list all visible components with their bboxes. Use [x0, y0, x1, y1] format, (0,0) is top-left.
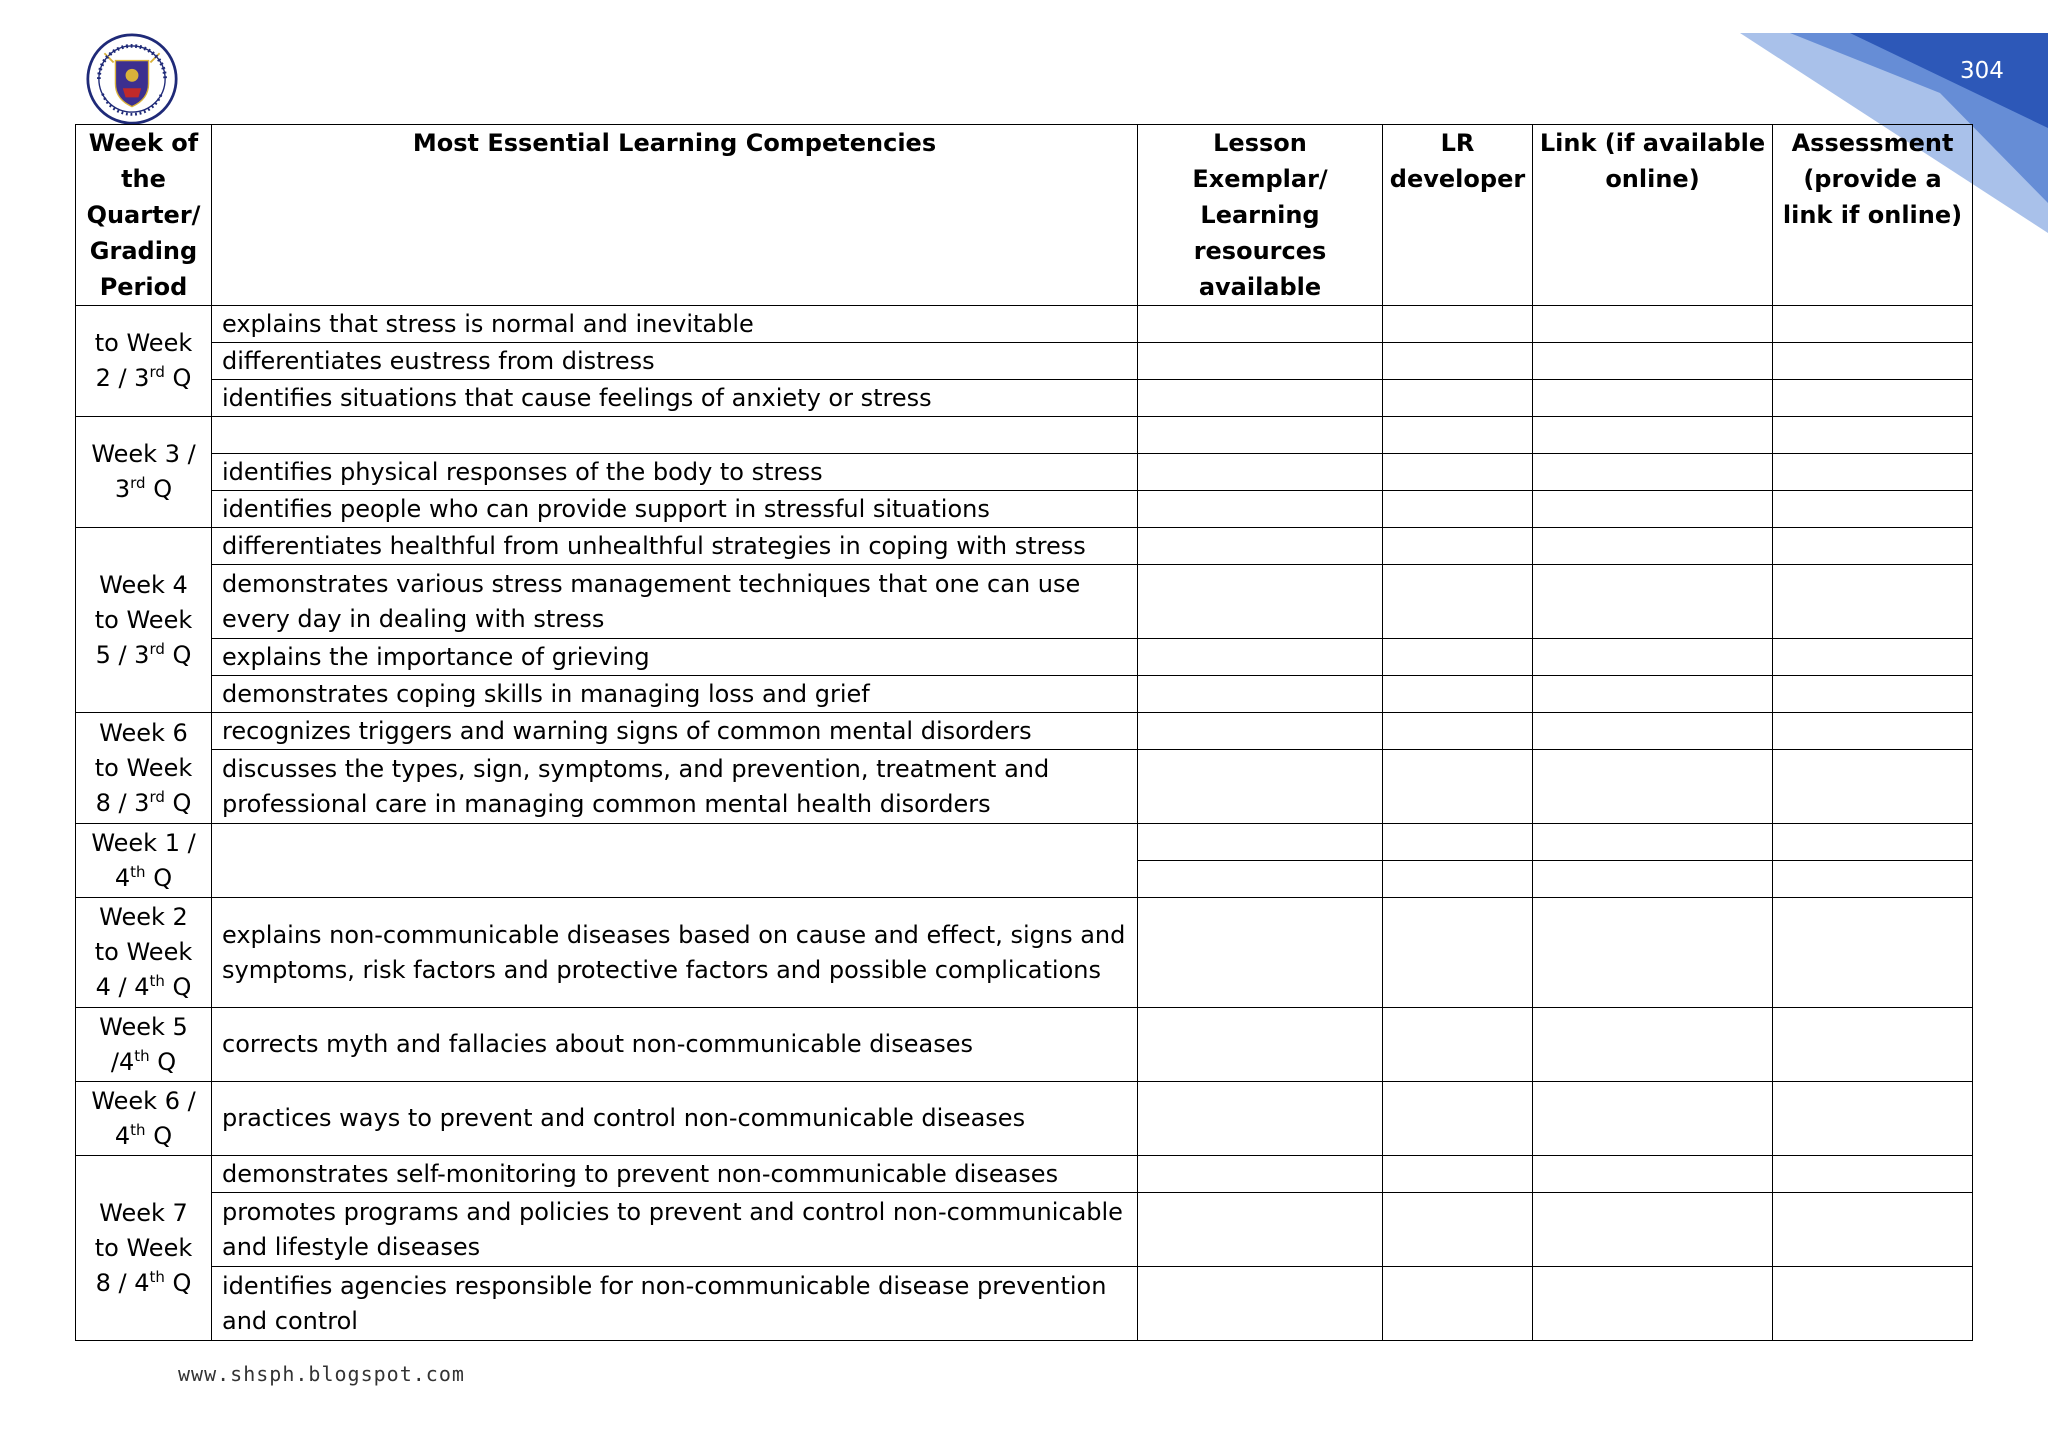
competency-cell: explains the importance of grieving	[212, 639, 1138, 676]
empty-cell	[1138, 1267, 1383, 1341]
empty-cell	[1383, 1267, 1533, 1341]
empty-cell	[1533, 1008, 1773, 1082]
week-cell: Week 1 / 4th Q	[76, 824, 212, 898]
empty-cell	[1138, 343, 1383, 380]
table-row	[76, 1008, 1973, 1082]
empty-cell	[1533, 898, 1773, 1008]
empty-cell	[1773, 713, 1973, 750]
competency-cell: practices ways to prevent and control non-communicable diseases	[212, 1082, 1138, 1156]
empty-cell	[1773, 639, 1973, 676]
deped-seal-logo	[86, 33, 178, 125]
competency-cell: recognizes triggers and warning signs of common mental disorders	[212, 713, 1138, 750]
empty-cell	[1138, 676, 1383, 713]
empty-cell	[1533, 343, 1773, 380]
competency-cell: explains that stress is normal and inevitable	[212, 306, 1138, 343]
empty-cell	[1138, 491, 1383, 528]
table-row	[76, 1267, 1973, 1341]
table-row	[76, 565, 1973, 639]
empty-cell	[1533, 1193, 1773, 1267]
empty-cell	[1383, 824, 1533, 861]
empty-cell	[1138, 454, 1383, 491]
empty-cell	[1138, 861, 1383, 898]
table-row	[76, 454, 1973, 491]
empty-cell	[1138, 824, 1383, 861]
table-row	[76, 1156, 1973, 1193]
empty-cell	[1773, 454, 1973, 491]
empty-cell	[1383, 1008, 1533, 1082]
empty-cell	[1533, 713, 1773, 750]
table-row	[76, 750, 1973, 824]
footer-url: www.shsph.blogspot.com	[178, 1362, 465, 1386]
table-row	[76, 639, 1973, 676]
week-cell: Week 6 / 4th Q	[76, 1082, 212, 1156]
empty-cell	[1383, 306, 1533, 343]
empty-cell	[1383, 380, 1533, 417]
empty-cell	[1533, 1082, 1773, 1156]
empty-cell	[1138, 639, 1383, 676]
competency-cell: identifies people who can provide support in stressful situations	[212, 491, 1138, 528]
empty-cell	[1383, 750, 1533, 824]
empty-cell	[1533, 417, 1773, 454]
empty-cell	[1533, 824, 1773, 861]
empty-cell	[1533, 528, 1773, 565]
empty-cell	[1383, 565, 1533, 639]
empty-cell	[1383, 1082, 1533, 1156]
empty-cell	[1138, 1008, 1383, 1082]
competency-cell: promotes programs and policies to prevent and control non-communicable and lifestyle diseases	[212, 1193, 1138, 1267]
empty-cell	[1773, 528, 1973, 565]
empty-cell	[1383, 343, 1533, 380]
empty-cell	[1383, 417, 1533, 454]
empty-cell	[1138, 750, 1383, 824]
empty-cell	[1773, 1193, 1973, 1267]
empty-cell	[1533, 1267, 1773, 1341]
empty-cell	[1383, 491, 1533, 528]
empty-cell	[1773, 1156, 1973, 1193]
header-lesson-exemplar: Lesson Exemplar/ Learning resources available	[1138, 125, 1383, 306]
competency-cell: demonstrates self-monitoring to prevent non-communicable diseases	[212, 1156, 1138, 1193]
table-row	[76, 528, 1973, 565]
empty-cell	[1773, 565, 1973, 639]
empty-cell	[1773, 306, 1973, 343]
empty-cell	[1138, 417, 1383, 454]
empty-cell	[1533, 380, 1773, 417]
empty-cell	[1383, 898, 1533, 1008]
competency-cell: demonstrates coping skills in managing loss and grief	[212, 676, 1138, 713]
competency-cell: explains non-communicable diseases based on cause and effect, signs and symptoms, risk factors and protective factors and possible complications	[212, 898, 1138, 1008]
empty-cell	[1773, 898, 1973, 1008]
week-cell: Week 7 to Week 8 / 4th Q	[76, 1156, 212, 1341]
competency-cell: identifies agencies responsible for non-communicable disease prevention and control	[212, 1267, 1138, 1341]
empty-cell	[1138, 1082, 1383, 1156]
empty-cell	[1773, 1008, 1973, 1082]
empty-cell	[1773, 824, 1973, 861]
table-row	[76, 306, 1973, 343]
table-row	[76, 417, 1973, 454]
table-row	[76, 676, 1973, 713]
empty-cell	[1383, 713, 1533, 750]
competency-cell: differentiates healthful from unhealthful strategies in coping with stress	[212, 528, 1138, 565]
week-cell: Week 3 / 3rd Q	[76, 417, 212, 528]
empty-cell	[1138, 713, 1383, 750]
header-week: Week of the Quarter/ Grading Period	[76, 125, 212, 306]
empty-cell	[1383, 861, 1533, 898]
empty-cell	[1533, 861, 1773, 898]
empty-cell	[1533, 750, 1773, 824]
table-row	[76, 491, 1973, 528]
empty-cell	[1138, 380, 1383, 417]
header-link: Link (if available online)	[1533, 125, 1773, 306]
empty-cell	[1773, 417, 1973, 454]
table-row	[76, 898, 1973, 1008]
empty-cell	[1138, 1193, 1383, 1267]
empty-cell	[1533, 1156, 1773, 1193]
empty-cell	[1383, 639, 1533, 676]
empty-cell	[1533, 676, 1773, 713]
empty-cell	[1773, 491, 1973, 528]
header-melc: Most Essential Learning Competencies	[212, 125, 1138, 306]
week-cell: Week 6 to Week 8 / 3rd Q	[76, 713, 212, 824]
competency-cell: differentiates eustress from distress	[212, 343, 1138, 380]
melc-table	[75, 124, 1973, 1341]
empty-cell	[1773, 380, 1973, 417]
empty-cell	[1383, 528, 1533, 565]
empty-cell	[1773, 750, 1973, 824]
empty-cell	[1383, 1156, 1533, 1193]
competency-cell: corrects myth and fallacies about non-communicable diseases	[212, 1008, 1138, 1082]
header-assessment: Assessment (provide a link if online)	[1773, 125, 1973, 306]
empty-cell	[1773, 861, 1973, 898]
competency-cell	[212, 824, 1138, 898]
empty-cell	[1533, 306, 1773, 343]
empty-cell	[1533, 454, 1773, 491]
table-row	[76, 824, 1973, 861]
empty-cell	[1533, 639, 1773, 676]
empty-cell	[1383, 676, 1533, 713]
empty-cell	[1138, 528, 1383, 565]
competency-cell: demonstrates various stress management techniques that one can use every day in dealing with stress	[212, 565, 1138, 639]
week-cell: to Week 2 / 3rd Q	[76, 306, 212, 417]
empty-cell	[1773, 1267, 1973, 1341]
table-row	[76, 343, 1973, 380]
competency-cell: identifies physical responses of the body to stress	[212, 454, 1138, 491]
week-cell: Week 2 to Week 4 / 4th Q	[76, 898, 212, 1008]
empty-cell	[1138, 306, 1383, 343]
week-cell: Week 5 /4th Q	[76, 1008, 212, 1082]
competency-cell	[212, 417, 1138, 454]
empty-cell	[1533, 565, 1773, 639]
table-row	[76, 713, 1973, 750]
week-cell: Week 4 to Week 5 / 3rd Q	[76, 528, 212, 713]
empty-cell	[1383, 1193, 1533, 1267]
table-row	[76, 1193, 1973, 1267]
table-row	[76, 1082, 1973, 1156]
empty-cell	[1533, 491, 1773, 528]
table-row	[76, 380, 1973, 417]
empty-cell	[1138, 1156, 1383, 1193]
competency-cell: identifies situations that cause feelings of anxiety or stress	[212, 380, 1138, 417]
empty-cell	[1138, 565, 1383, 639]
header-lr-developer: LR developer	[1383, 125, 1533, 306]
empty-cell	[1773, 1082, 1973, 1156]
page-number: 304	[1960, 58, 2004, 84]
empty-cell	[1773, 343, 1973, 380]
empty-cell	[1138, 898, 1383, 1008]
empty-cell	[1773, 676, 1973, 713]
empty-cell	[1383, 454, 1533, 491]
table-header-row	[76, 125, 1973, 306]
competency-cell: discusses the types, sign, symptoms, and prevention, treatment and professional care in managing common mental health disorders	[212, 750, 1138, 824]
